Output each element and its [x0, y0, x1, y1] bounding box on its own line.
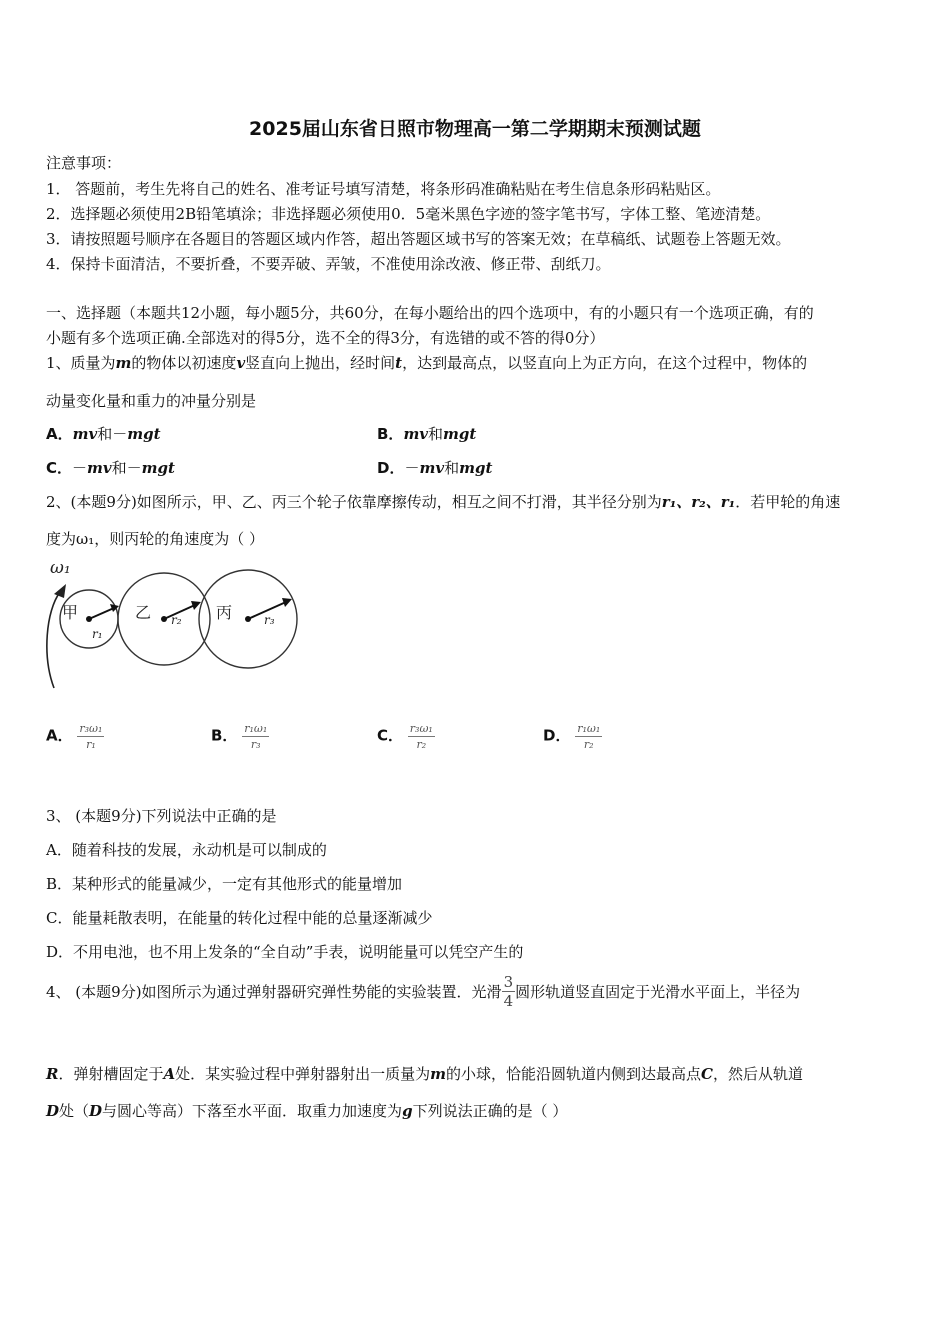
q4-stem-line2: R．弹射槽固定于A处．某实验过程中弹射器射出一质量为m的小球，恰能沿圆轨道内侧到达最高点C，然后从轨道 — [46, 1065, 803, 1083]
rotation-arrow-icon — [47, 592, 60, 688]
q1-option-a[interactable]: A．mv和－mgt — [46, 425, 161, 443]
notice-item: 1． 答题前，考生先将自己的姓名、准考证号填写清楚，将条形码准确粘贴在考生信息条形码粘贴区。 — [46, 180, 721, 198]
q2-wheels-figure — [40, 556, 305, 696]
page-title: 2025届山东省日照市物理高一第二学期期末预测试题 — [249, 118, 701, 140]
wheel-bing-label: 丙 — [216, 603, 233, 622]
notice-item: 2．选择题必须使用2B铅笔填涂；非选择题必须使用0．5毫米黑色字迹的签字笔书写，字体工整、笔迹清楚。 — [46, 205, 771, 223]
notice-heading: 注意事项： — [46, 154, 122, 172]
q2-stem-line2: 度为ω₁，则丙轮的角速度为（ ） — [46, 530, 265, 548]
q1-stem-line2: 动量变化量和重力的冲量分别是 — [46, 392, 257, 410]
omega-label: ω₁ — [50, 558, 71, 578]
q3-option-d[interactable]: D．不用电池，也不用上发条的“全自动”手表，说明能量可以凭空产生的 — [46, 943, 524, 961]
r2-label: r₂ — [171, 613, 182, 627]
q4-stem-line3: D处（D与圆心等高）下落至水平面．取重力加速度为g下列说法正确的是（ ） — [46, 1102, 568, 1120]
q3-option-c[interactable]: C．能量耗散表明，在能量的转化过程中能的总量逐渐减少 — [46, 909, 433, 927]
q2-stem: 2、(本题9分)如图所示，甲、乙、丙三个轮子依靠摩擦传动，相互之间不打滑，其半径分别为r₁、r₂、r₁．若甲轮的角速 — [46, 493, 841, 511]
r3-label: r₃ — [264, 613, 275, 627]
q3-option-b[interactable]: B．某种形式的能量减少，一定有其他形式的能量增加 — [46, 875, 403, 893]
q1-stem: 1、质量为m的物体以初速度v竖直向上抛出，经时间t，达到最高点，以竖直向上为正方向，在这个过程中，物体的 — [46, 354, 808, 372]
notice-item: 4．保持卡面清洁，不要折叠，不要弄破、弄皱，不准使用涂改液、修正带、刮纸刀。 — [46, 255, 611, 273]
q3-stem: 3、 (本题9分)下列说法中正确的是 — [46, 807, 277, 825]
q3-option-a[interactable]: A．随着科技的发展，永动机是可以制成的 — [46, 841, 327, 859]
r1-label: r₁ — [92, 627, 103, 641]
q2-option-c[interactable]: C． $\frac{\text{r₃ω₁}}{\text{r₂}}$ — [377, 722, 433, 751]
wheel-yi-label: 乙 — [135, 603, 152, 622]
wheel-jia-label: 甲 — [62, 603, 79, 622]
rotation-arrowhead-icon — [54, 584, 66, 598]
q4-stem: 4、 (本题9分)如图所示为通过弹射器研究弹性势能的实验装置．光滑 $\frac{3}{4}$ 圆形轨道竖直固定于光滑水平面上，半径为 — [46, 973, 801, 1010]
q2-option-a[interactable]: A． $\frac{\text{r₃ω₁}}{\text{r₁}}$ — [46, 722, 103, 751]
q1-option-d[interactable]: D．－mv和mgt — [377, 459, 493, 477]
section-heading-line1: 一、选择题（本题共12小题，每小题5分，共60分，在每小题给出的四个选项中，有的小题只有一个选项正确，有的 — [46, 304, 814, 322]
q2-option-b[interactable]: B． $\frac{\text{r₁ω₁}}{\text{r₃}}$ — [211, 722, 268, 751]
section-heading-line2: 小题有多个选项正确.全部选对的得5分，选不全的得3分，有选错的或不答的得0分） — [46, 329, 605, 347]
q1-option-b[interactable]: B．mv和mgt — [377, 425, 477, 443]
notice-item: 3．请按照题号顺序在各题目的答题区域内作答，超出答题区域书写的答案无效；在草稿纸、试题卷上答题无效。 — [46, 230, 791, 248]
q2-option-d[interactable]: D． $\frac{\text{r₁ω₁}}{\text{r₂}}$ — [543, 722, 601, 751]
q1-option-c[interactable]: C．－mv和－mgt — [46, 459, 175, 477]
